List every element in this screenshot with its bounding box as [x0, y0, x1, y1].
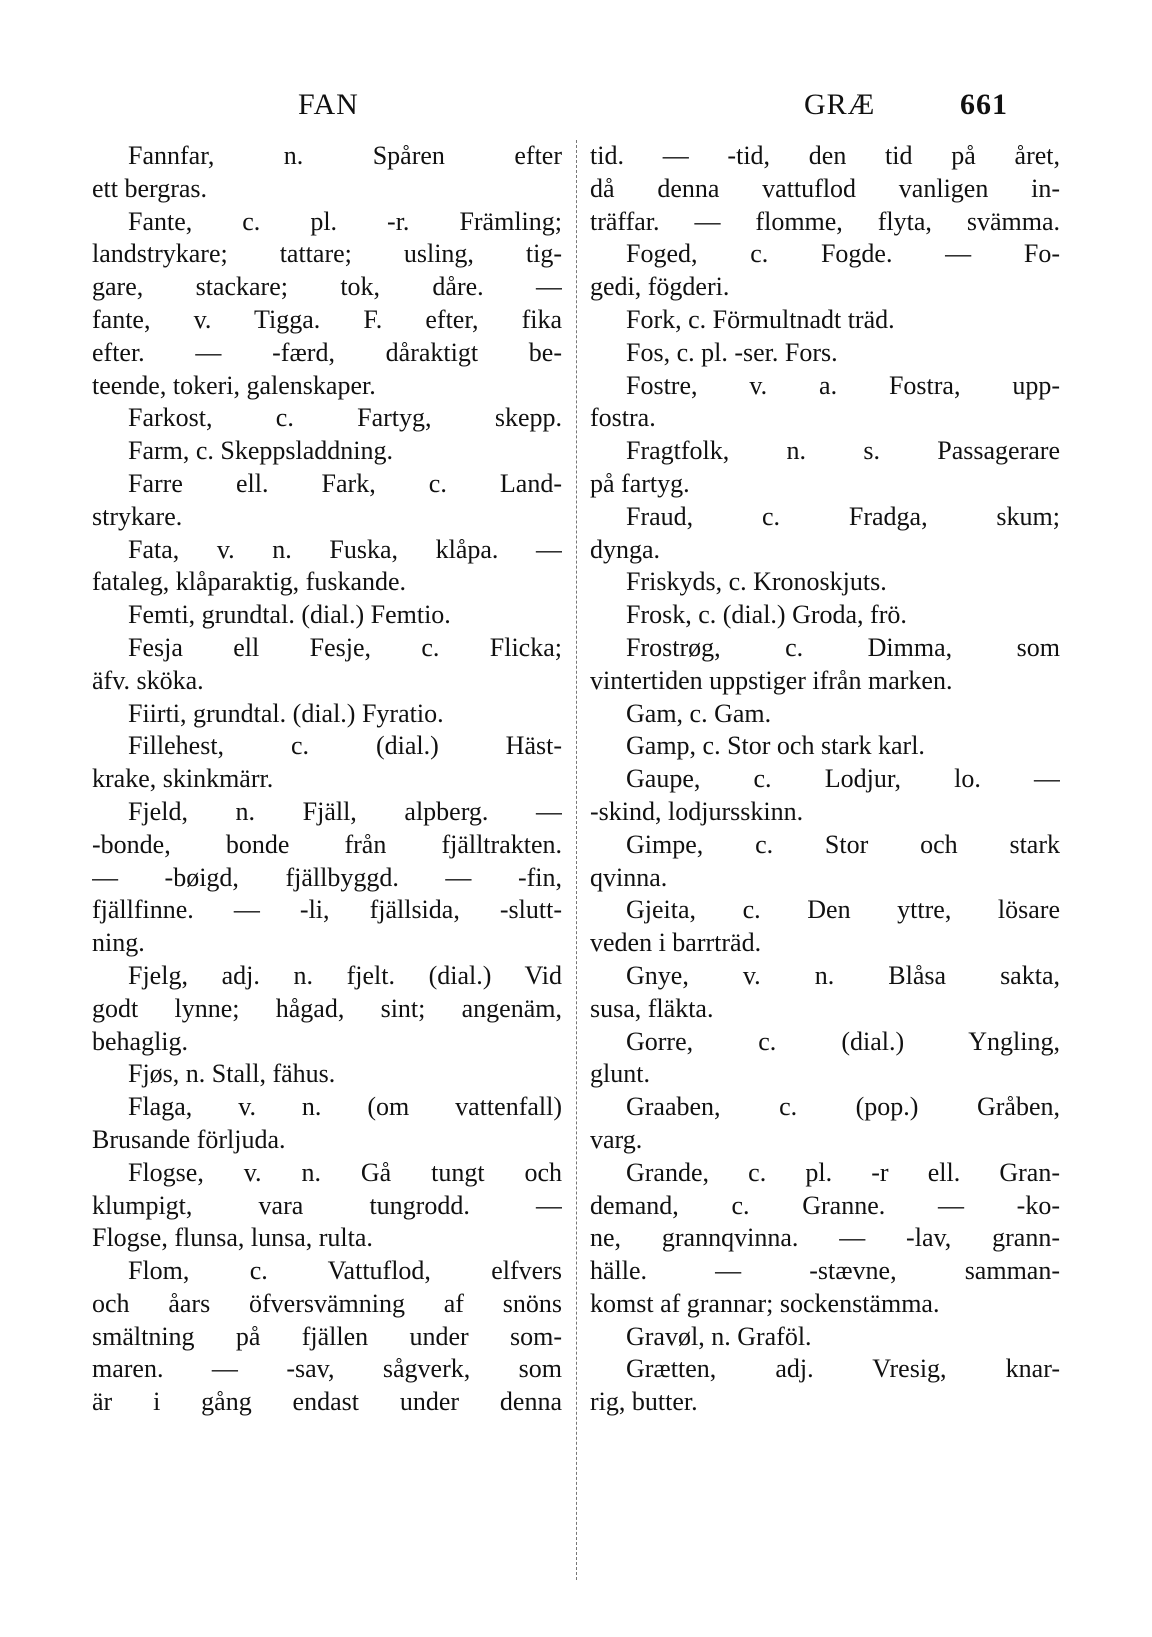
text-line: Gaupe, c. Lodjur, lo. — [626, 764, 1060, 794]
text-line: Fostre, v. a. Fostra, upp- [626, 370, 1060, 400]
text-line: Frosk, c. (dial.) Groda, frö. [626, 600, 907, 630]
text-line: klumpigt, vara tungrodd. — [92, 1190, 562, 1220]
text-line: äfv. sköka. [92, 665, 204, 695]
text-line: Flaga, v. n. (om vattenfall) [128, 1092, 562, 1122]
text-line: Fesja ell Fesje, c. Flicka; [128, 632, 562, 662]
text-line: — -bøigd, fjällbyggd. — -fin, [92, 862, 562, 892]
text-line: Gimpe, c. Stor och stark [626, 829, 1060, 859]
text-line: Brusande förljuda. [92, 1124, 286, 1154]
text-line: landstrykare; tattare; usling, tig- [92, 239, 562, 269]
text-line: krake, skinkmärr. [92, 764, 274, 794]
page-header [92, 88, 1052, 128]
text-line: Flogse, flunsa, lunsa, rulta. [92, 1223, 373, 1253]
text-line: fante, v. Tigga. F. efter, fika [92, 304, 562, 334]
left-column [92, 140, 562, 1580]
text-line: Fragtfolk, n. s. Passagerare [626, 436, 1060, 466]
text-line: Fjeld, n. Fjäll, alpberg. — [128, 796, 562, 826]
text-line: efter. — -færd, dåraktigt be- [92, 337, 562, 367]
text-line: ning. [92, 928, 145, 958]
text-line: Gravøl, n. Graföl. [626, 1321, 812, 1351]
text-line: Femti, grundtal. (dial.) Femtio. [128, 600, 451, 630]
text-line: komst af grannar; sockenstämma. [590, 1288, 940, 1318]
text-line: träffar. — flomme, flyta, svämma. [590, 206, 1060, 236]
text-line: Grætten, adj. Vresig, knar- [626, 1354, 1060, 1384]
text-line: smältning på fjällen under som- [92, 1321, 562, 1351]
text-line: Fraud, c. Fradga, skum; [626, 501, 1060, 531]
text-line: susa, fläkta. [590, 993, 714, 1023]
text-line: Fannfar, n. Spåren efter [128, 141, 562, 170]
header-left-guide-word: FAN [298, 88, 359, 121]
header-right-guide-word: GRÆ [804, 88, 876, 121]
text-line: Gnye, v. n. Blåsa sakta, [626, 960, 1060, 990]
right-column [590, 140, 1060, 1580]
text-line: då denna vattuflod vanligen in- [590, 173, 1060, 203]
page-number: 661 [960, 88, 1008, 121]
text-line: Flogse, v. n. Gå tungt och [128, 1157, 562, 1187]
column-divider [576, 140, 578, 1580]
text-line: Foged, c. Fogde. — Fo- [626, 239, 1060, 269]
text-line: Flom, c. Vattuflod, elfvers [128, 1256, 562, 1286]
text-line: tid. — -tid, den tid på året, [590, 141, 1060, 170]
text-line: glunt. [590, 1059, 650, 1089]
text-line: gare, stackare; tok, dåre. — [92, 272, 562, 302]
text-line: Farkost, c. Fartyg, skepp. [128, 403, 562, 433]
text-line: Fork, c. Förmultnadt träd. [626, 304, 895, 334]
text-line: ne, grannqvinna. — -lav, grann- [590, 1223, 1060, 1253]
text-line: -bonde, bonde från fjälltrakten. [92, 829, 562, 859]
text-line: Gamp, c. Stor och stark karl. [626, 731, 925, 761]
text-line: fostra. [590, 403, 656, 433]
text-line: Fata, v. n. Fuska, klåpa. — [128, 534, 562, 564]
text-line: Fos, c. pl. -ser. Fors. [626, 337, 838, 367]
text-line: gedi, fögderi. [590, 272, 730, 302]
text-line: Friskyds, c. Kronoskjuts. [626, 567, 887, 597]
text-line: Graaben, c. (pop.) Gråben, [626, 1092, 1060, 1122]
text-line: dynga. [590, 534, 661, 564]
text-line: på fartyg. [590, 468, 690, 498]
text-line: Frostrøg, c. Dimma, som [626, 632, 1060, 662]
text-line: hälle. — -stævne, samman- [590, 1256, 1060, 1286]
text-line: Gjeita, c. Den yttre, lösare [626, 895, 1060, 925]
text-line: varg. [590, 1124, 643, 1154]
text-line: strykare. [92, 501, 183, 531]
text-line: Gam, c. Gam. [626, 698, 772, 728]
text-line: Farre ell. Fark, c. Land- [128, 468, 562, 498]
text-line: rig, butter. [590, 1387, 698, 1417]
text-line: maren. — -sav, sågverk, som [92, 1354, 562, 1384]
text-line: teende, tokeri, galenskaper. [92, 370, 376, 400]
text-line: Fante, c. pl. -r. Främling; [128, 206, 562, 236]
text-line: fataleg, klåparaktig, fuskande. [92, 567, 407, 597]
text-line: veden i barrträd. [590, 928, 762, 958]
text-line: och åars öfversvämning af snöns [92, 1288, 562, 1318]
text-line: demand, c. Granne. — -ko- [590, 1190, 1060, 1220]
text-line: behaglig. [92, 1026, 189, 1056]
text-line: -skind, lodjursskinn. [590, 796, 804, 826]
text-line: är i gång endast under denna [92, 1387, 562, 1417]
text-line: Fjøs, n. Stall, fähus. [128, 1059, 336, 1089]
text-line: Gorre, c. (dial.) Yngling, [626, 1026, 1060, 1056]
text-line: qvinna. [590, 862, 668, 892]
text-line: Fjelg, adj. n. fjelt. (dial.) Vid [128, 960, 562, 990]
text-line: Farm, c. Skeppsladdning. [128, 436, 394, 466]
text-line: Grande, c. pl. -r ell. Gran- [626, 1157, 1060, 1187]
text-line: ett bergras. [92, 173, 208, 203]
text-line: godt lynne; hågad, sint; angenäm, [92, 993, 562, 1023]
text-line: Fillehest, c. (dial.) Häst- [128, 731, 562, 761]
text-line: fjällfinne. — -li, fjällsida, -slutt- [92, 895, 562, 925]
text-line: vintertiden uppstiger ifrån marken. [590, 665, 953, 695]
text-line: Fiirti, grundtal. (dial.) Fyratio. [128, 698, 444, 728]
